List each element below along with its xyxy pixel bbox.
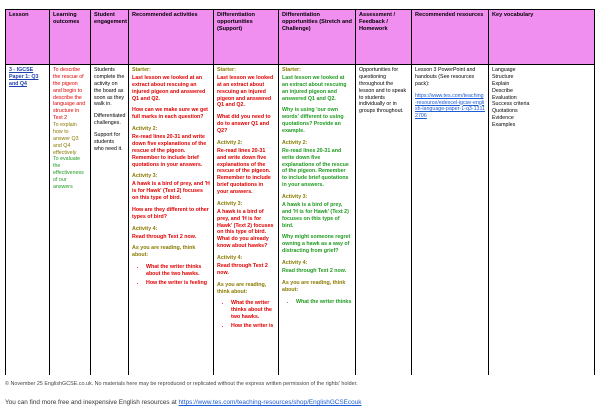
str-a2-text: Re-read lines 20-31 and write down five explanations of the rescue of the pigeon. Remember to include brief quotations in your answers.: [282, 147, 349, 189]
sup-a3-title: Activity 3:: [217, 200, 243, 207]
lesson-title: 3 - IGCSE Paper 1: Q3 and Q4: [9, 67, 39, 87]
vocab-word: Examples: [492, 122, 516, 128]
rec-a2-text: Re-read lines 20-31 and write down five explanations of the rescue of the pigeon. Remember to include brief quotations in your answers.: [132, 134, 207, 168]
cell-assessment: [356, 65, 412, 376]
cell-engagement: [91, 65, 129, 376]
str-think: As you are reading, think about:: [282, 279, 346, 293]
str-a3-title: Activity 3:: [282, 194, 308, 200]
more-resources-link[interactable]: https://www.tes.com/teaching-resources/shop/EnglishGCSEcouk: [178, 399, 362, 406]
resources-text: Lesson 3 PowerPoint and handouts (See resources pack):: [415, 67, 476, 87]
vocab-word: Language: [492, 67, 516, 73]
str-a2-title: Activity 2:: [282, 139, 308, 146]
rec-a4-title: Activity 4:: [132, 225, 158, 232]
str-a3-text: A hawk is a bird of prey, and 'H is for Hawk' (Text 2) focuses on this type of bird.: [282, 201, 349, 229]
sup-think-list: [217, 300, 275, 330]
header-lesson: Lesson: [6, 10, 50, 65]
rec-starter-text: Last lesson we looked at an extract about rescuing an injured pigeon and answered Q1 and Q2.: [132, 74, 206, 102]
outcome-describe: To describe the rescue of the pigeon and begin to describe the language and structure in Text 2: [53, 67, 86, 122]
rec-a3-title: Activity 3:: [132, 173, 158, 180]
str-starter-text: Last lesson we looked at an extract about rescuing an injured pigeon and answered Q1 and Q2.: [282, 74, 347, 102]
sup-a3-text: A hawk is a bird of prey, and 'H is for Hawk' (Text 2) focuses on this type of bird. What do you already know about hawks?: [217, 208, 274, 250]
header-support: Differentiation opportunities (Support): [214, 10, 279, 65]
str-starter-question: Why is using 'our own words' different to using quotations? Provide an example.: [282, 107, 344, 134]
rec-a3-text: A hawk is a bird of prey, and 'H is for Hawk' (Text 2) focuses on this type of bird.: [132, 181, 210, 201]
vocab-word: Evidence: [492, 115, 514, 122]
str-a3-question: Why might someone regret owning a hawk as a way of distracting from grief?: [282, 234, 351, 255]
cell-outcomes: [50, 65, 91, 376]
sup-a2-title: Activity 2:: [217, 139, 243, 146]
cell-vocab: [489, 65, 595, 376]
header-row: [6, 10, 595, 65]
rec-a4-text: Read through Text 2 now.: [132, 233, 197, 240]
str-a4-title: Activity 4:: [282, 260, 308, 266]
lesson-row: [6, 65, 595, 376]
cell-recommended: [129, 65, 214, 376]
rec-think-list: [132, 264, 210, 287]
header-assessment: Assessment / Feedback / Homework: [356, 10, 412, 65]
copyright-notice: © November 25 EnglishGCSE.co.uk. No materials here may be reproduced or replicated without the express written permission of the rights' holder.: [5, 381, 358, 387]
list-item: • What the writer thinks about the two hawks.: [231, 300, 275, 321]
cell-resources: [412, 65, 489, 376]
str-a4-text: Read through Text 2 now.: [282, 267, 347, 274]
lesson-plan-table-wrap: [5, 9, 595, 375]
engagement-p3: Support for students who need it.: [94, 132, 123, 152]
resources-link[interactable]: https://www.tes.com/teaching-resource/edexcel-igcse-english-language-paper-1-q3-13112706: [415, 92, 485, 120]
cell-stretch: [279, 65, 356, 376]
engagement-p2: Differentiated challenges.: [94, 113, 126, 127]
header-vocab: Key vocabulary: [489, 10, 595, 65]
more-resources-line: [5, 399, 361, 406]
list-item: • How the writer is feeling: [146, 280, 210, 287]
lesson-plan-table: [5, 9, 595, 375]
header-engagement: Student engagement: [91, 10, 129, 65]
vocab-word: Structure: [492, 73, 514, 80]
list-item: • How the writer is: [231, 323, 275, 330]
str-think-list: [282, 299, 352, 306]
header-outcomes: Learning outcomes: [50, 10, 91, 65]
assessment-text: Opportunities for questioning throughout the lesson and to speak to students individually or in groups throughout.: [359, 67, 407, 115]
list-item: • What the writer thinks about the two hawks.: [146, 264, 210, 278]
more-resources-text: You can find more free and inexpensive English resources at: [5, 399, 177, 406]
rec-a3-question: How are they different to other types of bird?: [132, 206, 209, 220]
sup-starter-text: Last lesson we looked at an extract about rescuing an injured pigeon and answered Q1 and Q2.: [217, 74, 274, 109]
sup-a4-text: Read through Text 2 now.: [217, 262, 268, 276]
header-resources: Recommended resources: [412, 10, 489, 65]
rec-starter-label: Starter:: [132, 67, 151, 73]
sup-think: As you are reading, think about:: [217, 281, 267, 295]
rec-starter-question: How can we make sure we get full marks in each question?: [132, 107, 208, 121]
rec-think: As you are reading, think about:: [132, 245, 196, 259]
rec-a2-title: Activity 2:: [132, 126, 158, 133]
str-starter-label: Starter:: [282, 67, 301, 73]
header-stretch: Differentiation opportunities (Stretch and Challenge): [279, 10, 356, 65]
vocab-word: Explain: [492, 80, 510, 87]
engagement-p1: Students complete the activity on the board as soon as they walk in.: [94, 67, 125, 108]
vocab-word: Quotations: [492, 108, 518, 115]
sup-starter-label: Starter:: [217, 67, 236, 73]
sup-starter-question: What did you need to do to answer Q1 and Q2?: [217, 114, 271, 134]
cell-lesson: [6, 65, 50, 376]
vocab-word: Describe: [492, 87, 513, 94]
sup-a2-text: Re-read lines 20-31 and write down five explanations of the rescue of the pigeon. Remember to include brief quotations in your answers.: [217, 147, 271, 195]
list-item: • What the writer thinks: [296, 299, 352, 306]
vocab-word: Evaluation: [492, 94, 517, 101]
header-recommended: Recommended activities: [129, 10, 214, 65]
sup-a4-title: Activity 4:: [217, 255, 243, 261]
vocab-word: Success criteria: [492, 101, 530, 108]
cell-support: [214, 65, 279, 376]
outcome-explain: To explain how to answer Q3 and Q4 effectively: [53, 122, 79, 156]
outcome-evaluate: To evaluate the effectiveness of our answers: [53, 156, 84, 190]
